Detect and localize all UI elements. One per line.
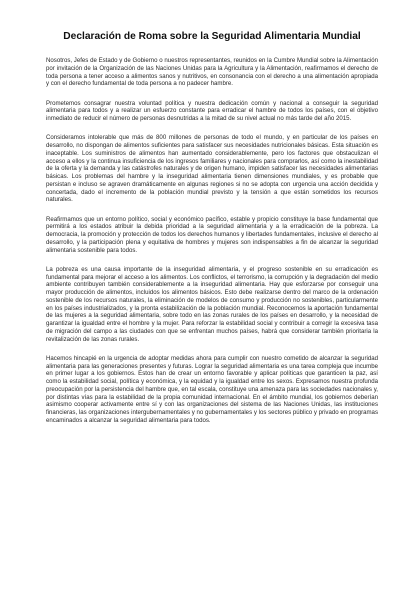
paragraph-2: Prometemos consagrar nuestra voluntad política y nuestra dedicación común y nacional a conseguir la seguridad alimentaria para todos y a realizar un esfuerzo constante para erradicar el hambre de todos los países, con el objetivo inmediato de reducir el número de personas desnutridas a la mitad de su nivel actual no más tarde del año 2015. — [46, 99, 378, 122]
paragraph-3: Consideramos intolerable que más de 800 millones de personas de todo el mundo, y en particular de los países en desarrollo, no dispongan de alimentos suficientes para satisfacer sus necesidades nutricionales básicas. Esta situación es inaceptable. Los suministros de alimentos han aumentado considerablemente, pero los factores que obstaculizan el acceso a ellos y la continua insuficiencia de los ingresos familiares y nacionales para comprarlos, así como la inestabilidad de la oferta y la demanda y las catástrofes naturales y de origen humano, impiden satisfacer las necesidades alimentarias básicas. Los problemas del hambre y la inseguridad alimentaria tienen dimensiones mundiales, y es probable que persistan e incluso se agraven dramáticamente en algunas regiones si no se adopta con urgencia una acción decidida y concertada, dado el incremento de la población mundial previsto y la tensión a que están sometidos los recursos naturales. — [46, 134, 378, 204]
document-title: Declaración de Roma sobre la Seguridad Alimentaria Mundial — [63, 31, 361, 42]
paragraph-6: Hacemos hincapié en la urgencia de adoptar medidas ahora para cumplir con nuestro cometido de alcanzar la seguridad alimentaria para las generaciones presentes y futuras. Lograr la seguridad alimentaria es una tarea compleja que incumbe en primer lugar a los gobiernos. Estos han de crear un entorno favorable y aplicar políticas que garanticen la paz, así como la estabilidad social, política y económica, y la equidad y la igualdad entre los sexos. Expresamos nuestra profunda preocupación por la persistencia del hambre que, en tal escala, constituye una amenaza para las sociedades nacionales y, por distintas vías para la estabilidad de la propia comunidad internacional. En el ámbito mundial, los gobiernos deberían asimismo cooperar activamente entre sí y con las organizaciones del sistema de las Naciones Unidas, las instituciones financieras, las organizaciones intergubernamentales y no gubernamentales y los sectores público y privado en programas encaminados a alcanzar la seguridad alimentaria para todos. — [46, 354, 378, 424]
paragraph-4: Reafirmamos que un entorno político, social y económico pacífico, estable y propicio constituye la base fundamental que permitirá a los estados atribuir la debida prioridad a la seguridad alimentaria y a la erradicación de la pobreza. La democracia, la promoción y protección de todos los derechos humanos y libertades fundamentales, inclusive el derecho al desarrollo, y la participación plena y equitativa de hombres y mujeres son indispensables a fin de alcanzar la seguridad alimentaria sostenible para todos. — [46, 215, 378, 254]
paragraph-1: Nosotros, Jefes de Estado y de Gobierno o nuestros representantes, reunidos en la Cumbre Mundial sobre la Alimentación por invitación de la Organización de las Naciones Unidas para la Agricultura y la Alimentación, reafirmamos el derecho de toda persona a tener acceso a alimentos sanos y nutritivos, en consonancia con el derecho a una alimentación apropiada y con el derecho fundamental de toda persona a no padecer hambre. — [46, 57, 378, 88]
paragraph-5: La pobreza es una causa importante de la inseguridad alimentaria, y el progreso sostenible en su erradicación es fundamental para mejorar el acceso a los alimentos. Los conflictos, el terrorismo, la corrupción y la degradación del medio ambiente contribuyen también considerablemente a la inseguridad alimentaria. Hay que esforzarse por conseguir una mayor producción de alimentos, incluidos los alimentos básicos. Esto debe realizarse dentro del marco de la ordenación sostenible de los recursos naturales, la eliminación de modelos de consumo y producción no sostenibles, particularmente en los países industrializados, y la pronta estabilización de la población mundial. Reconocemos la aportación fundamental de las mujeres a la seguridad alimentaria, sobre todo en las zonas rurales de los países en desarrollo, y la necesidad de garantizar la igualdad entre el hombre y la mujer. Para reforzar la estabilidad social y contribuir a corregir la excesiva tasa de migración del campo a las ciudades con que se enfrentan muchos países, habrá que considerar también prioritaria la revitalización de las zonas rurales. — [46, 265, 378, 343]
